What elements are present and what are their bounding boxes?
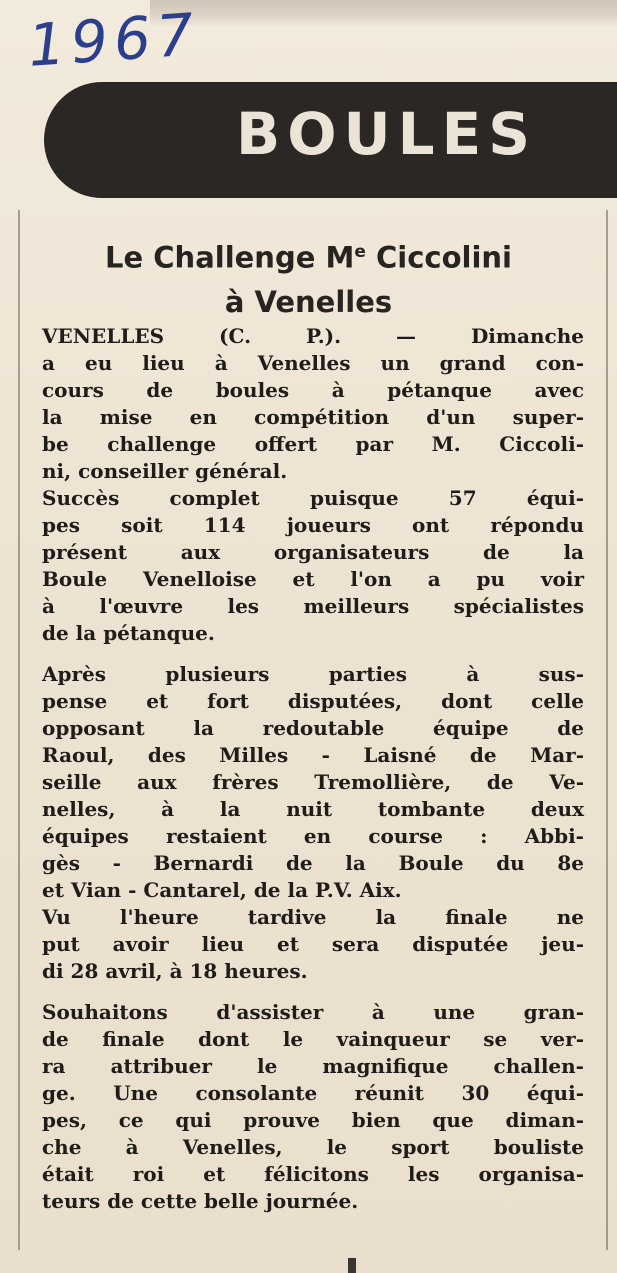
headline-superscript: e bbox=[354, 242, 366, 262]
paragraph-gap bbox=[42, 985, 584, 999]
text-line: pes soit 114 joueurs ont répondu bbox=[42, 513, 584, 537]
text-line: la mise en compétition d'un super- bbox=[42, 405, 584, 429]
text-line: gès - Bernardi de la Boule du 8e bbox=[42, 851, 584, 875]
text-line: présent aux organisateurs de la bbox=[42, 540, 584, 564]
text-line: était roi et félicitons les organisa- bbox=[42, 1162, 584, 1186]
cut-mark bbox=[348, 1258, 356, 1273]
section-title: BOULES bbox=[236, 100, 537, 168]
article-paragraph bbox=[42, 323, 584, 485]
text-line: nelles, à la nuit tombante deux bbox=[42, 797, 584, 821]
text-line: VENELLES (C. P.). — Dimanche bbox=[42, 324, 584, 348]
article-headline bbox=[0, 230, 617, 324]
article-body bbox=[42, 323, 584, 1215]
text-line: che à Venelles, le sport bouliste bbox=[42, 1135, 584, 1159]
text-line: a eu lieu à Venelles un grand con- bbox=[42, 351, 584, 375]
text-line: à l'œuvre les meilleurs spécialistes bbox=[42, 594, 584, 618]
text-line: Succès complet puisque 57 équi- bbox=[42, 486, 584, 510]
headline-line-1 bbox=[0, 230, 617, 280]
text-line: Après plusieurs parties à sus- bbox=[42, 662, 584, 686]
article-paragraph bbox=[42, 999, 584, 1215]
text-line: pense et fort disputées, dont celle bbox=[42, 689, 584, 713]
text-line: be challenge offert par M. Ciccoli- bbox=[42, 432, 584, 456]
text-line: cours de boules à pétanque avec bbox=[42, 378, 584, 402]
handwritten-year: 1967 bbox=[25, 0, 202, 80]
text-line: teurs de cette belle journée. bbox=[42, 1189, 359, 1213]
headline-line-1-start: Le Challenge M bbox=[105, 240, 355, 275]
text-line: ge. Une consolante réunit 30 équi- bbox=[42, 1081, 584, 1105]
torn-edge bbox=[150, 0, 617, 26]
headline-line-1-end: Ciccolini bbox=[365, 240, 512, 275]
article-paragraph bbox=[42, 904, 584, 985]
text-line: ni, conseiller général. bbox=[42, 459, 288, 483]
text-line: Souhaitons d'assister à une gran- bbox=[42, 1000, 584, 1024]
column-rule-right bbox=[606, 210, 608, 1250]
text-line: di 28 avril, à 18 heures. bbox=[42, 959, 308, 983]
text-line: Raoul, des Milles - Laisné de Mar- bbox=[42, 743, 584, 767]
text-line: et Vian - Cantarel, de la P.V. Aix. bbox=[42, 878, 402, 902]
column-rule-left bbox=[18, 210, 20, 1250]
text-line: équipes restaient en course : Abbi- bbox=[42, 824, 584, 848]
text-line: pes, ce qui prouve bien que diman- bbox=[42, 1108, 584, 1132]
text-line: put avoir lieu et sera disputée jeu- bbox=[42, 932, 584, 956]
text-line: de la pétanque. bbox=[42, 621, 215, 645]
article-paragraph bbox=[42, 661, 584, 904]
text-line: Boule Venelloise et l'on a pu voir bbox=[42, 567, 584, 591]
text-line: ra attribuer le magnifique challen- bbox=[42, 1054, 584, 1078]
headline-line-2: à Venelles bbox=[224, 284, 393, 319]
paragraph-gap bbox=[42, 647, 584, 661]
text-line: de finale dont le vainqueur se ver- bbox=[42, 1027, 584, 1051]
text-line: opposant la redoutable équipe de bbox=[42, 716, 584, 740]
text-line: Vu l'heure tardive la finale ne bbox=[42, 905, 584, 929]
text-line: seille aux frères Tremollière, de Ve- bbox=[42, 770, 584, 794]
article-paragraph bbox=[42, 485, 584, 647]
